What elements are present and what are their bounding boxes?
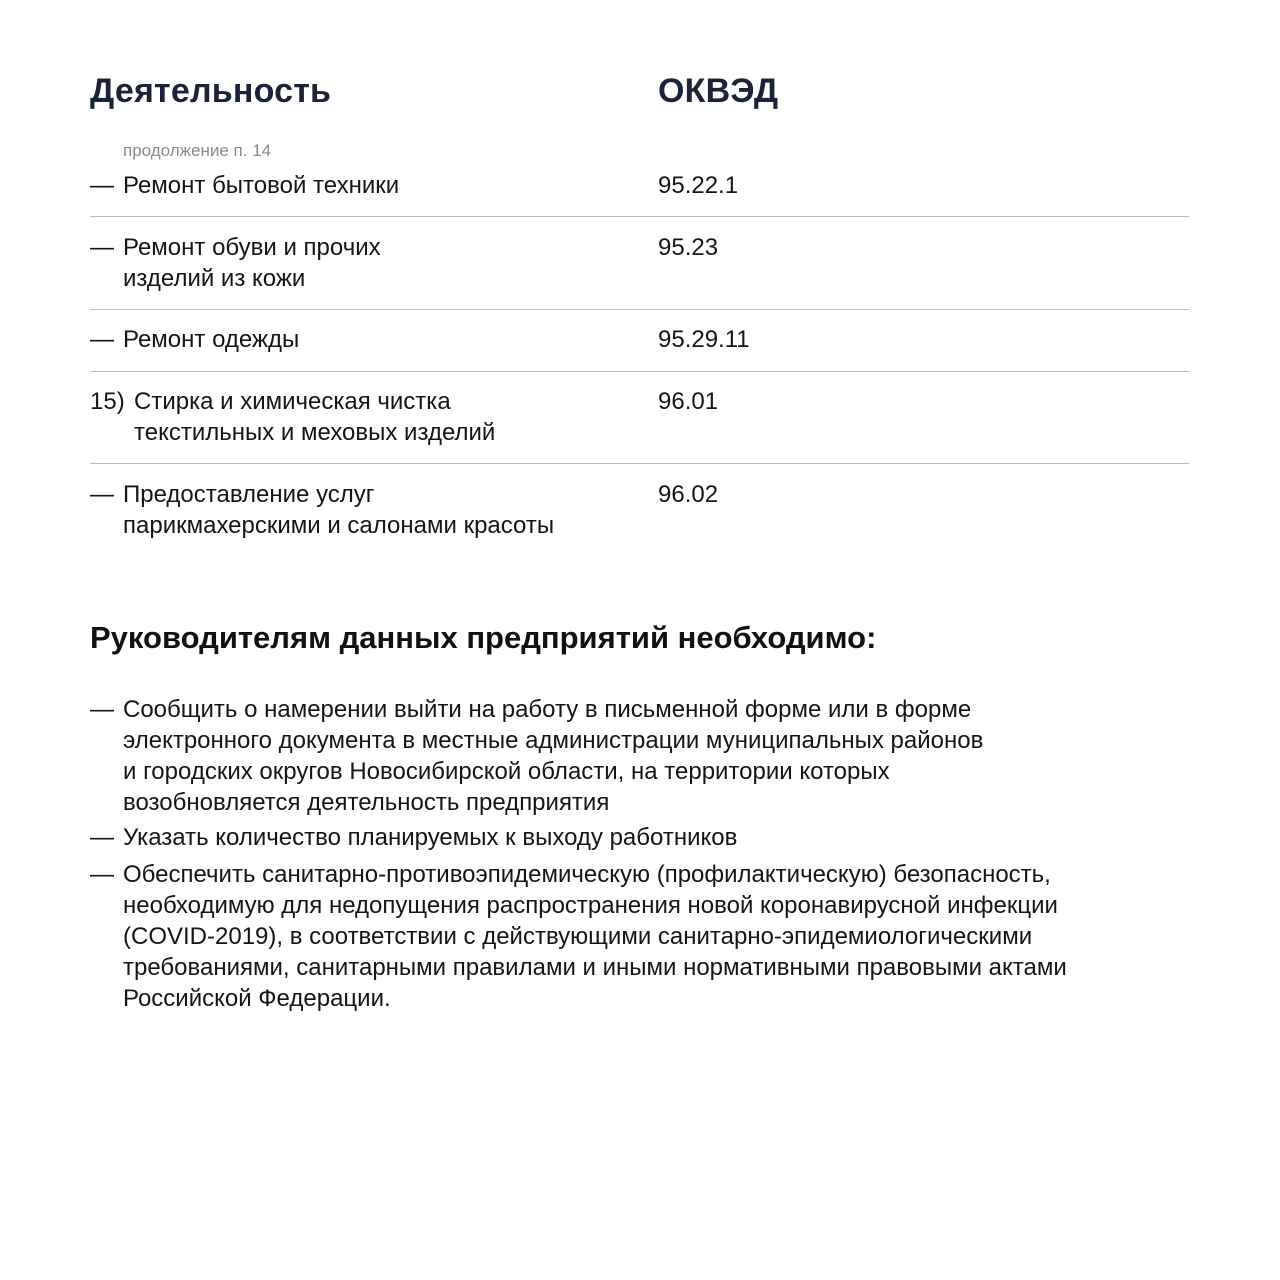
list-item-line: электронного документа в местные администрации муниципальных районов	[123, 727, 984, 754]
list-item-line: и городских округов Новосибирской области, на территории которых	[123, 758, 890, 785]
activity-text: изделий из кожи	[123, 265, 306, 292]
activity-text: Ремонт бытовой техники	[123, 172, 400, 199]
row-divider	[90, 309, 1189, 310]
list-item-line: (COVID-2019), в соответствии с действующими санитарно-эпидемиологическими	[123, 923, 1033, 950]
row-prefix: —	[90, 481, 114, 508]
list-item-text	[123, 694, 1203, 818]
activity-text: парикмахерскими и салонами красоты	[123, 512, 555, 539]
activity-text: Ремонт одежды	[123, 326, 300, 353]
bullet-dash: —	[90, 696, 114, 723]
row-prefix: —	[90, 172, 114, 199]
continuation-note: продолжение п. 14	[123, 141, 272, 160]
activity-text: Предоставление услуг	[123, 481, 375, 508]
requirements-heading: Руководителям данных предприятий необходимо:	[90, 620, 877, 655]
okved-code: 96.01	[658, 388, 719, 415]
okved-code: 95.29.11	[658, 326, 750, 353]
list-item-line: Указать количество планируемых к выходу работников	[123, 824, 738, 851]
activity-text: текстильных и меховых изделий	[134, 419, 496, 446]
list-item-line: Сообщить о намерении выйти на работу в письменной форме или в форме	[123, 696, 972, 723]
bullet-dash: —	[90, 824, 114, 851]
list-item-line: возобновляется деятельность предприятия	[123, 789, 610, 816]
activity-text: Стирка и химическая чистка	[134, 388, 451, 415]
column-header-activity: Деятельность	[90, 72, 332, 110]
okved-code: 96.02	[658, 481, 719, 508]
list-item-line: Российской Федерации.	[123, 985, 391, 1012]
column-header-okved: ОКВЭД	[658, 72, 779, 110]
row-prefix: —	[90, 326, 114, 353]
row-divider	[90, 216, 1189, 217]
list-item-text	[123, 859, 1203, 1014]
row-divider	[90, 463, 1189, 464]
row-divider	[90, 371, 1189, 372]
okved-code: 95.22.1	[658, 172, 739, 199]
list-item-line: необходимую для недопущения распространения новой коронавирусной инфекции	[123, 892, 1058, 919]
list-item-line: требованиями, санитарными правилами и иными нормативными правовыми актами	[123, 954, 1067, 981]
okved-code: 95.23	[658, 234, 719, 261]
list-item-text	[123, 822, 1203, 853]
row-prefix: 15)	[90, 388, 125, 415]
bullet-dash: —	[90, 861, 114, 888]
activity-text: Ремонт обуви и прочих	[123, 234, 381, 261]
row-prefix: —	[90, 234, 114, 261]
list-item-line: Обеспечить санитарно-противоэпидемическую (профилактическую) безопасность,	[123, 861, 1051, 888]
